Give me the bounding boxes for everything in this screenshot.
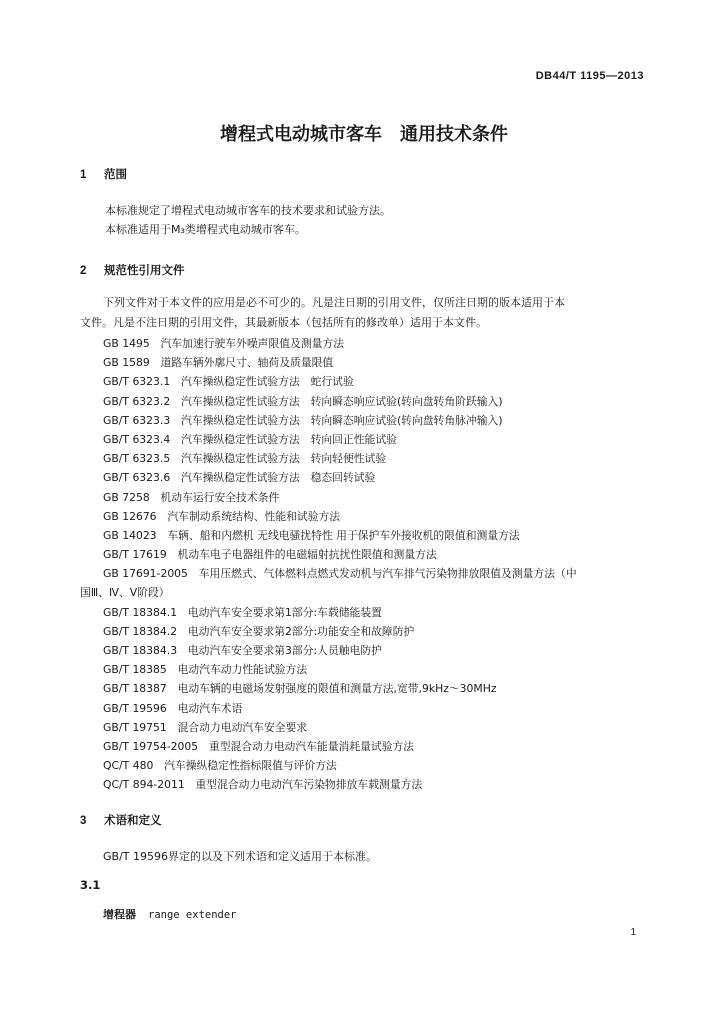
normative-references-list — [80, 334, 577, 795]
reference-item: QC/T 894-2011 重型混合动力电动汽车污染物排放车载测量方法 — [103, 778, 423, 792]
references-intro-line-2: 文件。凡是不注日期的引用文件，其最新版本（包括所有的修改单）适用于本文件。 — [80, 316, 487, 329]
subsection-number: 3.1 — [80, 878, 101, 892]
reference-item: GB/T 18384.3 电动汽车安全要求第3部分:人员触电防护 — [103, 644, 382, 657]
section-title: 规范性引用文件 — [104, 263, 185, 277]
reference-item: GB/T 18385 电动汽车动力性能试验方法 — [103, 663, 308, 677]
terms-paragraph: GB/T 19596界定的以及下列术语和定义适用于本标准。 — [103, 850, 377, 863]
reference-item: GB 1589 道路车辆外廓尺寸、轴荷及质量限值 — [103, 356, 334, 370]
reference-item: GB/T 18387 电动车辆的电磁场发射强度的限值和测量方法,宽带,9kHz～30MHz — [103, 682, 497, 696]
reference-item: GB 12676 汽车制动系统结构、性能和试验方法 — [103, 509, 341, 523]
reference-item: GB/T 6323.4 汽车操纵稳定性试验方法 转向回正性能试验 — [103, 432, 397, 446]
reference-item: GB/T 18384.1 电动汽车安全要求第1部分:车载储能装置 — [103, 605, 382, 619]
reference-item: GB/T 18384.2 电动汽车安全要求第2部分:功能安全和故障防护 — [103, 624, 415, 638]
document-title: 增程式电动城市客车 通用技术条件 — [220, 124, 508, 145]
reference-item: GB 1495 汽车加速行驶车外噪声限值及测量方法 — [103, 337, 345, 350]
reference-item: QC/T 480 汽车操纵稳定性指标限值与评价方法 — [103, 759, 337, 773]
section-number: 2 — [80, 265, 87, 277]
reference-item: GB/T 19596 电动汽车术语 — [103, 701, 243, 715]
scope-paragraph-1: 本标准规定了增程式电动城市客车的技术要求和试验方法。 — [105, 204, 391, 217]
section-3-heading — [80, 812, 162, 828]
standard-code: DB44/T 1195—2013 — [535, 70, 644, 82]
term-english: range extender — [148, 909, 237, 921]
reference-item-continuation: 国Ⅲ、Ⅳ、Ⅴ阶段） — [80, 586, 170, 600]
scope-paragraph-2: 本标准适用于M₃类增程式电动城市客车。 — [105, 223, 306, 236]
reference-item: GB/T 19751 混合动力电动汽车安全要求 — [103, 720, 308, 734]
page-number: 1 — [630, 927, 636, 938]
reference-item: GB/T 6323.6 汽车操纵稳定性试验方法 稳态回转试验 — [103, 471, 376, 485]
reference-item: GB/T 6323.1 汽车操纵稳定性试验方法 蛇行试验 — [103, 375, 354, 389]
reference-item: GB 7258 机动车运行安全技术条件 — [103, 490, 280, 504]
reference-item: GB/T 6323.5 汽车操纵稳定性试验方法 转向轻便性试验 — [103, 452, 387, 466]
section-2-heading — [80, 262, 185, 278]
section-number: 3 — [80, 815, 87, 827]
subsection-3-1-number — [80, 878, 100, 892]
term-entry — [103, 906, 237, 922]
reference-item: GB 14023 车辆、船和内燃机 无线电骚扰特性 用于保护车外接收机的限值和测量方法 — [103, 528, 520, 542]
term-chinese: 增程器 — [103, 908, 136, 921]
reference-item: GB/T 6323.2 汽车操纵稳定性试验方法 转向瞬态响应试验(转向盘转角阶跃输入) — [103, 394, 503, 408]
section-number: 1 — [80, 169, 87, 181]
reference-item: GB/T 17619 机动车电子电器组件的电磁辐射抗扰性限值和测量方法 — [103, 548, 437, 562]
references-intro-line-1: 下列文件对于本文件的应用是必不可少的。凡是注日期的引用文件，仅所注日期的版本适用于本 — [103, 296, 565, 309]
section-title: 术语和定义 — [104, 813, 162, 827]
reference-item: GB 17691-2005 车用压燃式、气体燃料点燃式发动机与汽车排气污染物排放限值及测量方法（中 — [103, 567, 577, 581]
section-1-heading — [80, 166, 127, 182]
reference-item: GB/T 6323.3 汽车操纵稳定性试验方法 转向瞬态响应试验(转向盘转角脉冲输入) — [103, 413, 503, 427]
reference-item: GB/T 19754-2005 重型混合动力电动汽车能量消耗量试验方法 — [103, 739, 415, 753]
section-title: 范围 — [104, 167, 127, 181]
